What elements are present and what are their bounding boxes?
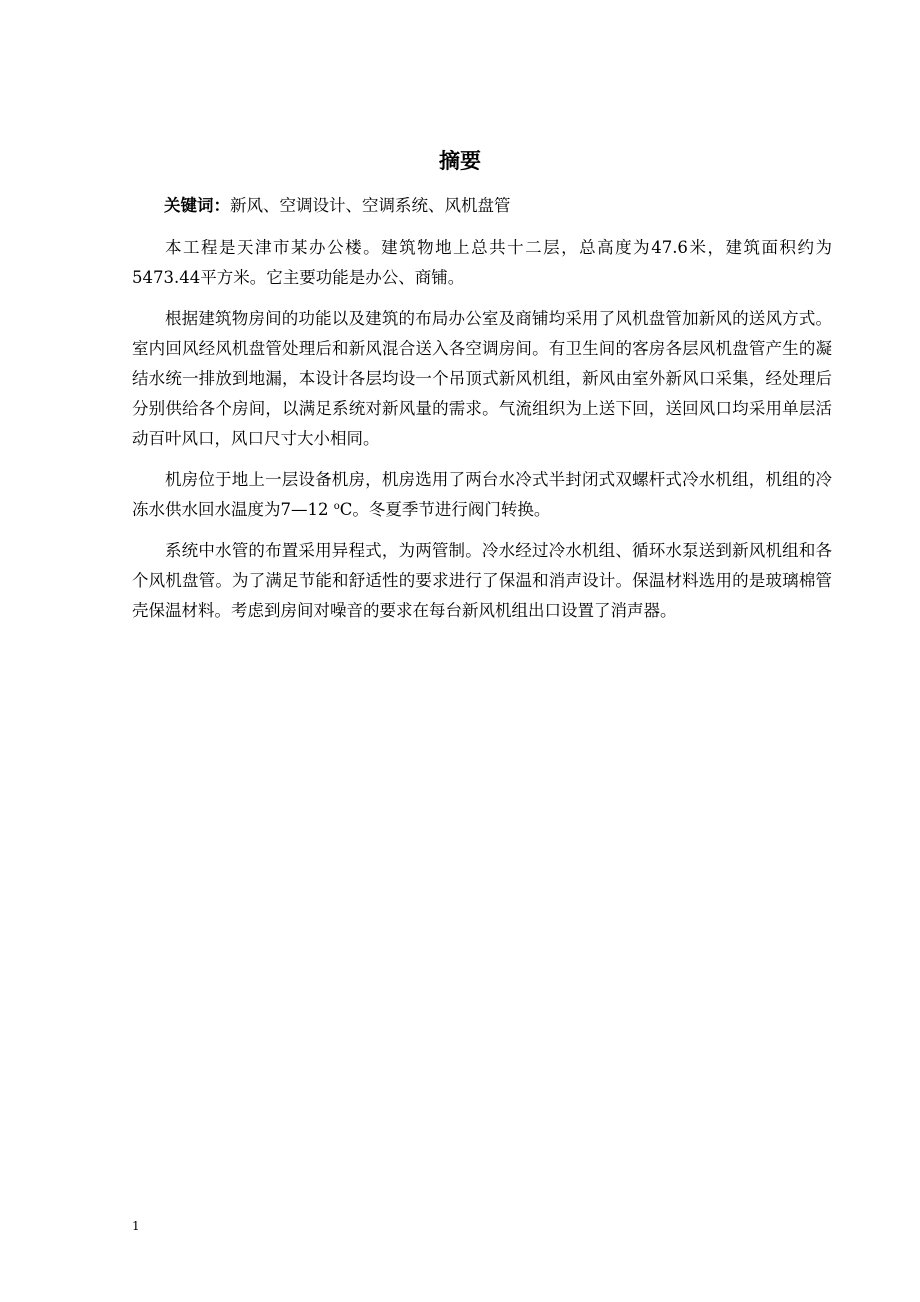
machine-room-text: 机房位于地上一层设备机房，机房选用了两台水冷式半封闭式双螺杆式冷水机组，机组的冷冻水供水回水温度为7—12 xyxy=(132,470,832,519)
keywords-line xyxy=(164,192,864,220)
keywords-value: 新风、空调设计、空调系统、风机盘管 xyxy=(230,196,511,215)
abstract-body xyxy=(132,233,832,637)
keywords-label: 关键词： xyxy=(164,196,230,215)
degree-superscript: o xyxy=(333,501,340,512)
paragraph-machine-room xyxy=(132,465,832,525)
paragraph-project-overview: 本工程是天津市某办公楼。建筑物地上总共十二层，总高度为47.6米，建筑面积约为5473.44平方米。它主要功能是办公、商铺。 xyxy=(132,238,832,287)
paragraph-air-system: 根据建筑物房间的功能以及建筑的布局办公室及商铺均采用了风机盘管加新风的送风方式。室内回风经风机盘管处理后和新风混合送入各空调房间。有卫生间的客房各层风机盘管产生的凝结水统一排放到地漏，本设计各层均设一个吊顶式新风机组，新风由室外新风口采集，经处理后分别供给各个房间，以满足系统对新风量的需求。气流组织为上送下回，送回风口均采用单层活动百叶风口，风口尺寸大小相同。 xyxy=(132,309,832,448)
page-number: 1 xyxy=(132,1219,140,1233)
page-title: 摘要 xyxy=(439,149,481,173)
machine-room-text-end: C。冬夏季节进行阀门转换。 xyxy=(339,500,551,519)
paragraph-water-system: 系统中水管的布置采用异程式，为两管制。冷水经过冷水机组、循环水泵送到新风机组和各个风机盘管。为了满足节能和舒适性的要求进行了保温和消声设计。保温材料选用的是玻璃棉管壳保温材料。考虑到房间对噪音的要求在每台新风机组出口设置了消声器。 xyxy=(132,541,832,620)
